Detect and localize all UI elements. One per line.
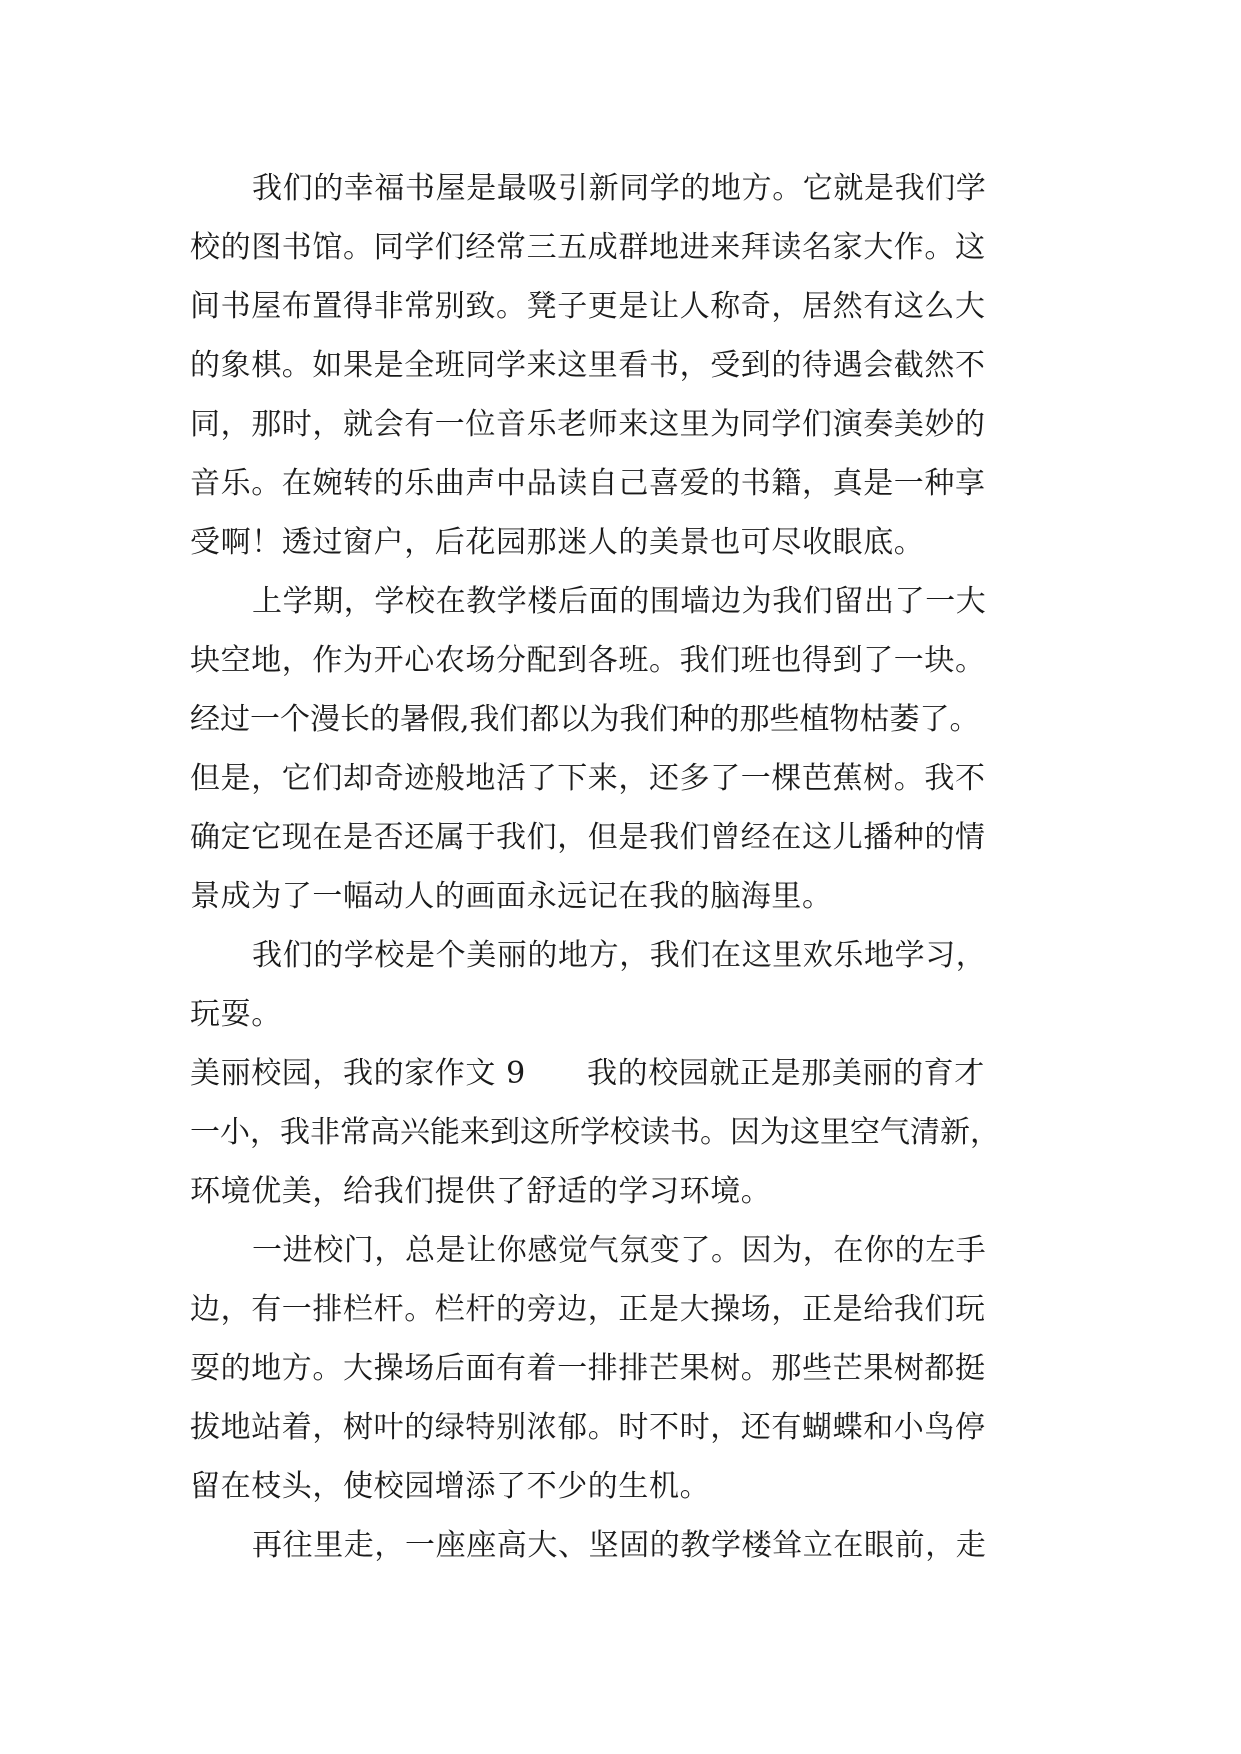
paragraph-line: 的象棋。如果是全班同学来这里看书，受到的待遇会截然不: [190, 348, 986, 383]
paragraph-line: 一小，我非常高兴能来到这所学校读书。因为这里空气清新，: [190, 1115, 1000, 1150]
paragraph-line: 同，那时，就会有一位音乐老师来这里为同学们演奏美妙的: [190, 407, 986, 442]
paragraph-line: 受啊！透过窗户，后花园那迷人的美景也可尽收眼底。: [190, 525, 925, 560]
paragraph-line: 玩耍。: [190, 997, 282, 1032]
paragraph-line: 景成为了一幅动人的画面永远记在我的脑海里。: [190, 879, 833, 914]
paragraph-line: 校的图书馆。同学们经常三五成群地进来拜读名家大作。这: [190, 230, 986, 265]
paragraph-line: 耍的地方。大操场后面有着一排排芒果树。那些芒果树都挺: [190, 1351, 986, 1386]
paragraph-line: 我们的幸福书屋是最吸引新同学的地方。它就是我们学: [252, 171, 987, 206]
paragraph-line: 再往里走，一座座高大、坚固的教学楼耸立在眼前，走: [252, 1528, 987, 1563]
paragraph-line: 间书屋布置得非常别致。凳子更是让人称奇，居然有这么大: [190, 289, 986, 324]
paragraph-line: 一进校门，总是让你感觉气氛变了。因为，在你的左手: [252, 1233, 987, 1268]
document-body: [190, 159, 1060, 1575]
section-title-line: 美丽校园，我的家作文 9 我的校园就正是那美丽的育才: [190, 1056, 985, 1091]
paragraph-line: 留在枝头，使校园增添了不少的生机。: [190, 1469, 711, 1504]
paragraph-line: 拔地站着，树叶的绿特别浓郁。时不时，还有蝴蝶和小鸟停: [190, 1410, 986, 1445]
paragraph-line: 环境优美，给我们提供了舒适的学习环境。: [190, 1174, 772, 1209]
paragraph-line: 确定它现在是否还属于我们，但是我们曾经在这儿播种的情: [190, 820, 986, 855]
paragraph-line: 但是，它们却奇迹般地活了下来，还多了一棵芭蕉树。我不: [190, 761, 986, 796]
paragraph-line: 上学期，学校在教学楼后面的围墙边为我们留出了一大: [252, 584, 987, 619]
paragraph-line: 边，有一排栏杆。栏杆的旁边，正是大操场，正是给我们玩: [190, 1292, 986, 1327]
paragraph-line: 经过一个漫长的暑假,我们都以为我们种的那些植物枯萎了。: [190, 702, 980, 737]
paragraph-line: 块空地，作为开心农场分配到各班。我们班也得到了一块。: [190, 643, 986, 678]
paragraph-line: 我们的学校是个美丽的地方，我们在这里欢乐地学习，: [252, 938, 987, 973]
paragraph-line: 音乐。在婉转的乐曲声中品读自己喜爱的书籍，真是一种享: [190, 466, 986, 501]
